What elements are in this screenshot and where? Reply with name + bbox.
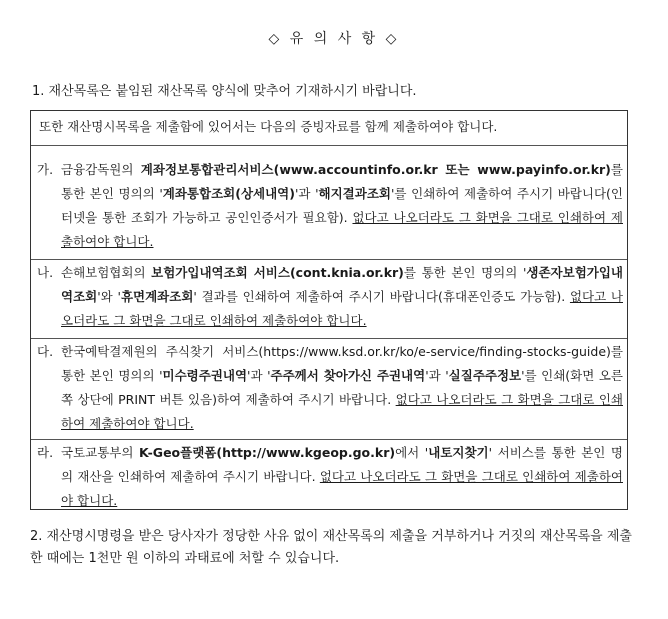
- entry-bold: 휴면계좌조회: [120, 289, 194, 304]
- entry-text: 를 통한 본인 명의의 ': [61, 162, 623, 201]
- divider: [31, 259, 627, 260]
- page-title: ◇ 유 의 사 항 ◇: [268, 31, 400, 47]
- entry-text: '과 ': [425, 368, 449, 383]
- entry-bold: 생존자보험가입내역조회: [61, 265, 623, 304]
- entry-bold: 내토지찾기: [428, 445, 489, 460]
- entry-bold: 계좌정보통합관리서비스(www.accountinfo.or.kr 또는 www.payinfo.or.kr): [140, 162, 611, 177]
- divider: [31, 338, 627, 339]
- entry-text: '과 ': [247, 368, 271, 383]
- entry-bold: 보험가입내역조회 서비스(cont.knia.or.kr): [151, 265, 404, 280]
- entry-ga: [37, 158, 623, 254]
- entry-text: '와 ': [97, 289, 121, 304]
- entry-text: '과 ': [294, 186, 319, 201]
- notice-item-2: 2. 재산명시명령을 받은 당사자가 정당한 사유 없이 재산목록의 제출을 거부하거나 거짓의 재산목록을 제출한 때에는 1천만 원 이하의 과태료에 처할 수 있습니다.: [30, 529, 632, 566]
- entry-text: ' 서비스를 통한 본인 명의 재산을 인쇄하여 제출하여 주시기 바랍니다.: [61, 445, 623, 484]
- entry-bold: 해지결과조회: [318, 186, 391, 201]
- entry-underlined: 없다고 나오더라도 그 화면을 그대로 인쇄하여 제출하여야 합니다.: [61, 289, 623, 328]
- entry-marker: 다.: [37, 344, 54, 359]
- entry-text: 국토교통부의: [61, 445, 140, 460]
- evidence-box: [30, 110, 628, 510]
- entry-text: 한국예탁결제원의 주식찾기 서비스(https://www.ksd.or.kr/ko/e-service/finding-stocks-guide)를 통한 본인 명의의 ': [61, 344, 623, 383]
- divider: [31, 439, 627, 440]
- entry-ra: [37, 441, 623, 513]
- entry-bold: 주주께서 찾아가신 주권내역: [270, 368, 426, 383]
- entry-text: 금융감독원의: [61, 162, 141, 177]
- entry-text: '를 인쇄하여 제출하여 주시기 바랍니다(인터넷을 통한 조회가 가능하고 공인인증서가 필요함).: [61, 186, 623, 225]
- entry-bold: 미수령주권내역: [162, 368, 248, 383]
- box-intro: 또한 재산명시목록을 제출함에 있어서는 다음의 증빙자료를 함께 제출하여야 합니다.: [39, 119, 498, 134]
- entry-da: [37, 340, 623, 436]
- entry-bold: 계좌통합조회(상세내역): [162, 186, 295, 201]
- entry-bold: K-Geo플랫폼(http://www.kgeop.go.kr): [139, 445, 396, 460]
- entry-underlined: 없다고 나오더라도 그 화면을 그대로 인쇄하여 제출하여야 합니다.: [61, 210, 623, 249]
- entry-underlined: 없다고 나오더라도 그 화면을 그대로 인쇄하여 제출하여야 합니다.: [61, 392, 623, 431]
- entry-marker: 가.: [37, 162, 54, 177]
- entry-underlined: 없다고 나오더라도 그 화면을 그대로 인쇄하여 제출하여야 합니다.: [61, 469, 623, 508]
- divider: [31, 145, 627, 146]
- entry-marker: 나.: [37, 265, 54, 280]
- entry-text: 에서 ': [395, 445, 429, 460]
- entry-text: '를 인쇄(화면 오른쪽 상단에 PRINT 버튼 있음)하여 제출하여 주시기 바랍니다.: [61, 368, 623, 407]
- entry-text: 를 통한 본인 명의의 ': [403, 265, 527, 280]
- entry-marker: 라.: [37, 445, 54, 460]
- notice-item-1: 1. 재산목록은 붙임된 재산목록 양식에 맞추어 기재하시기 바랍니다.: [32, 84, 417, 99]
- entry-text: 손해보험협회의: [61, 265, 152, 280]
- entry-na: [37, 261, 623, 333]
- entry-bold: 실질주주정보: [448, 368, 522, 383]
- entry-text: ' 결과를 인쇄하여 제출하여 주시기 바랍니다(휴대폰인증도 가능함).: [193, 289, 570, 304]
